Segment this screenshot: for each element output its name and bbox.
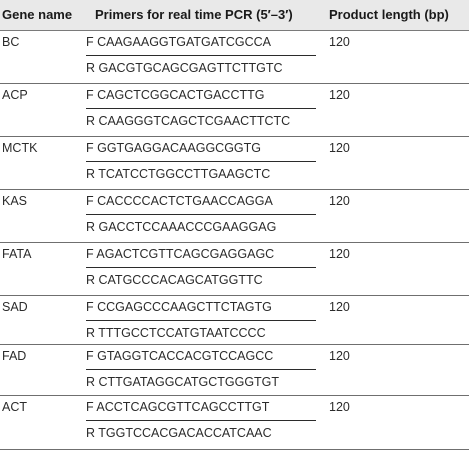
primer-divider — [86, 161, 316, 162]
forward-primer-cell: F GTAGGTCACCACGTCCAGCC — [86, 349, 274, 363]
table-bottom-rule — [0, 449, 469, 450]
header-gene-name: Gene name — [2, 7, 73, 22]
gene-name-cell: ACT — [2, 400, 27, 414]
forward-primer-cell: F CAGCTCGGCACTGACCTTG — [86, 88, 265, 102]
primer-divider — [86, 369, 316, 370]
primer-divider — [86, 108, 316, 109]
reverse-primer-cell: R CTTGATAGGCATGCTGGGTGT — [86, 375, 280, 389]
reverse-primer-cell: R CAAGGGTCAGCTCGAACTTCTC — [86, 114, 291, 128]
table-row — [0, 31, 469, 83]
forward-primer-cell: F GGTGAGGACAAGGCGGTG — [86, 141, 262, 155]
header-primers: Primers for real time PCR (5′–3′) — [95, 7, 293, 22]
table-row — [0, 345, 469, 397]
table-row — [0, 396, 469, 448]
table-row — [0, 84, 469, 136]
product-length-cell: 120 — [329, 194, 350, 208]
reverse-primer-cell: R TTTGCCTCCATGTAATCCCC — [86, 326, 266, 340]
primer-divider — [86, 214, 316, 215]
gene-name-cell: MCTK — [2, 141, 38, 155]
product-length-cell: 120 — [329, 400, 350, 414]
reverse-primer-cell: R TCATCCTGGCCTTGAAGCTC — [86, 167, 271, 181]
product-length-cell: 120 — [329, 35, 350, 49]
forward-primer-cell: F CACCCCACTCTGAACCAGGA — [86, 194, 273, 208]
product-length-cell: 120 — [329, 349, 350, 363]
table-row — [0, 243, 469, 295]
product-length-cell: 120 — [329, 141, 350, 155]
gene-name-cell: BC — [2, 35, 20, 49]
table-row — [0, 137, 469, 189]
product-length-cell: 120 — [329, 247, 350, 261]
forward-primer-cell: F ACCTCAGCGTTCAGCCTTGT — [86, 400, 270, 414]
table-row — [0, 296, 469, 348]
product-length-cell: 120 — [329, 88, 350, 102]
gene-name-cell: ACP — [2, 88, 28, 102]
primer-divider — [86, 267, 316, 268]
primer-divider — [86, 320, 316, 321]
forward-primer-cell: F CCGAGCCCAAGCTTCTAGTG — [86, 300, 272, 314]
gene-name-cell: KAS — [2, 194, 28, 208]
forward-primer-cell: F CAAGAAGGTGATGATCGCCA — [86, 35, 271, 49]
reverse-primer-cell: R GACGTGCAGCGAGTTCTTGTC — [86, 61, 283, 75]
table-header — [0, 0, 469, 31]
gene-name-cell: FATA — [2, 247, 32, 261]
product-length-cell: 120 — [329, 300, 350, 314]
reverse-primer-cell: R GACCTCCAAACCCGAAGGAG — [86, 220, 277, 234]
table-row — [0, 190, 469, 242]
primer-divider — [86, 420, 316, 421]
primer-divider — [86, 55, 316, 56]
forward-primer-cell: F AGACTCGTTCAGCGAGGAGC — [86, 247, 275, 261]
reverse-primer-cell: R CATGCCCACAGCATGGTTC — [86, 273, 263, 287]
gene-name-cell: SAD — [2, 300, 28, 314]
gene-name-cell: FAD — [2, 349, 27, 363]
header-product-length: Product length (bp) — [329, 7, 449, 22]
reverse-primer-cell: R TGGTCCACGACACCATCAAC — [86, 426, 272, 440]
